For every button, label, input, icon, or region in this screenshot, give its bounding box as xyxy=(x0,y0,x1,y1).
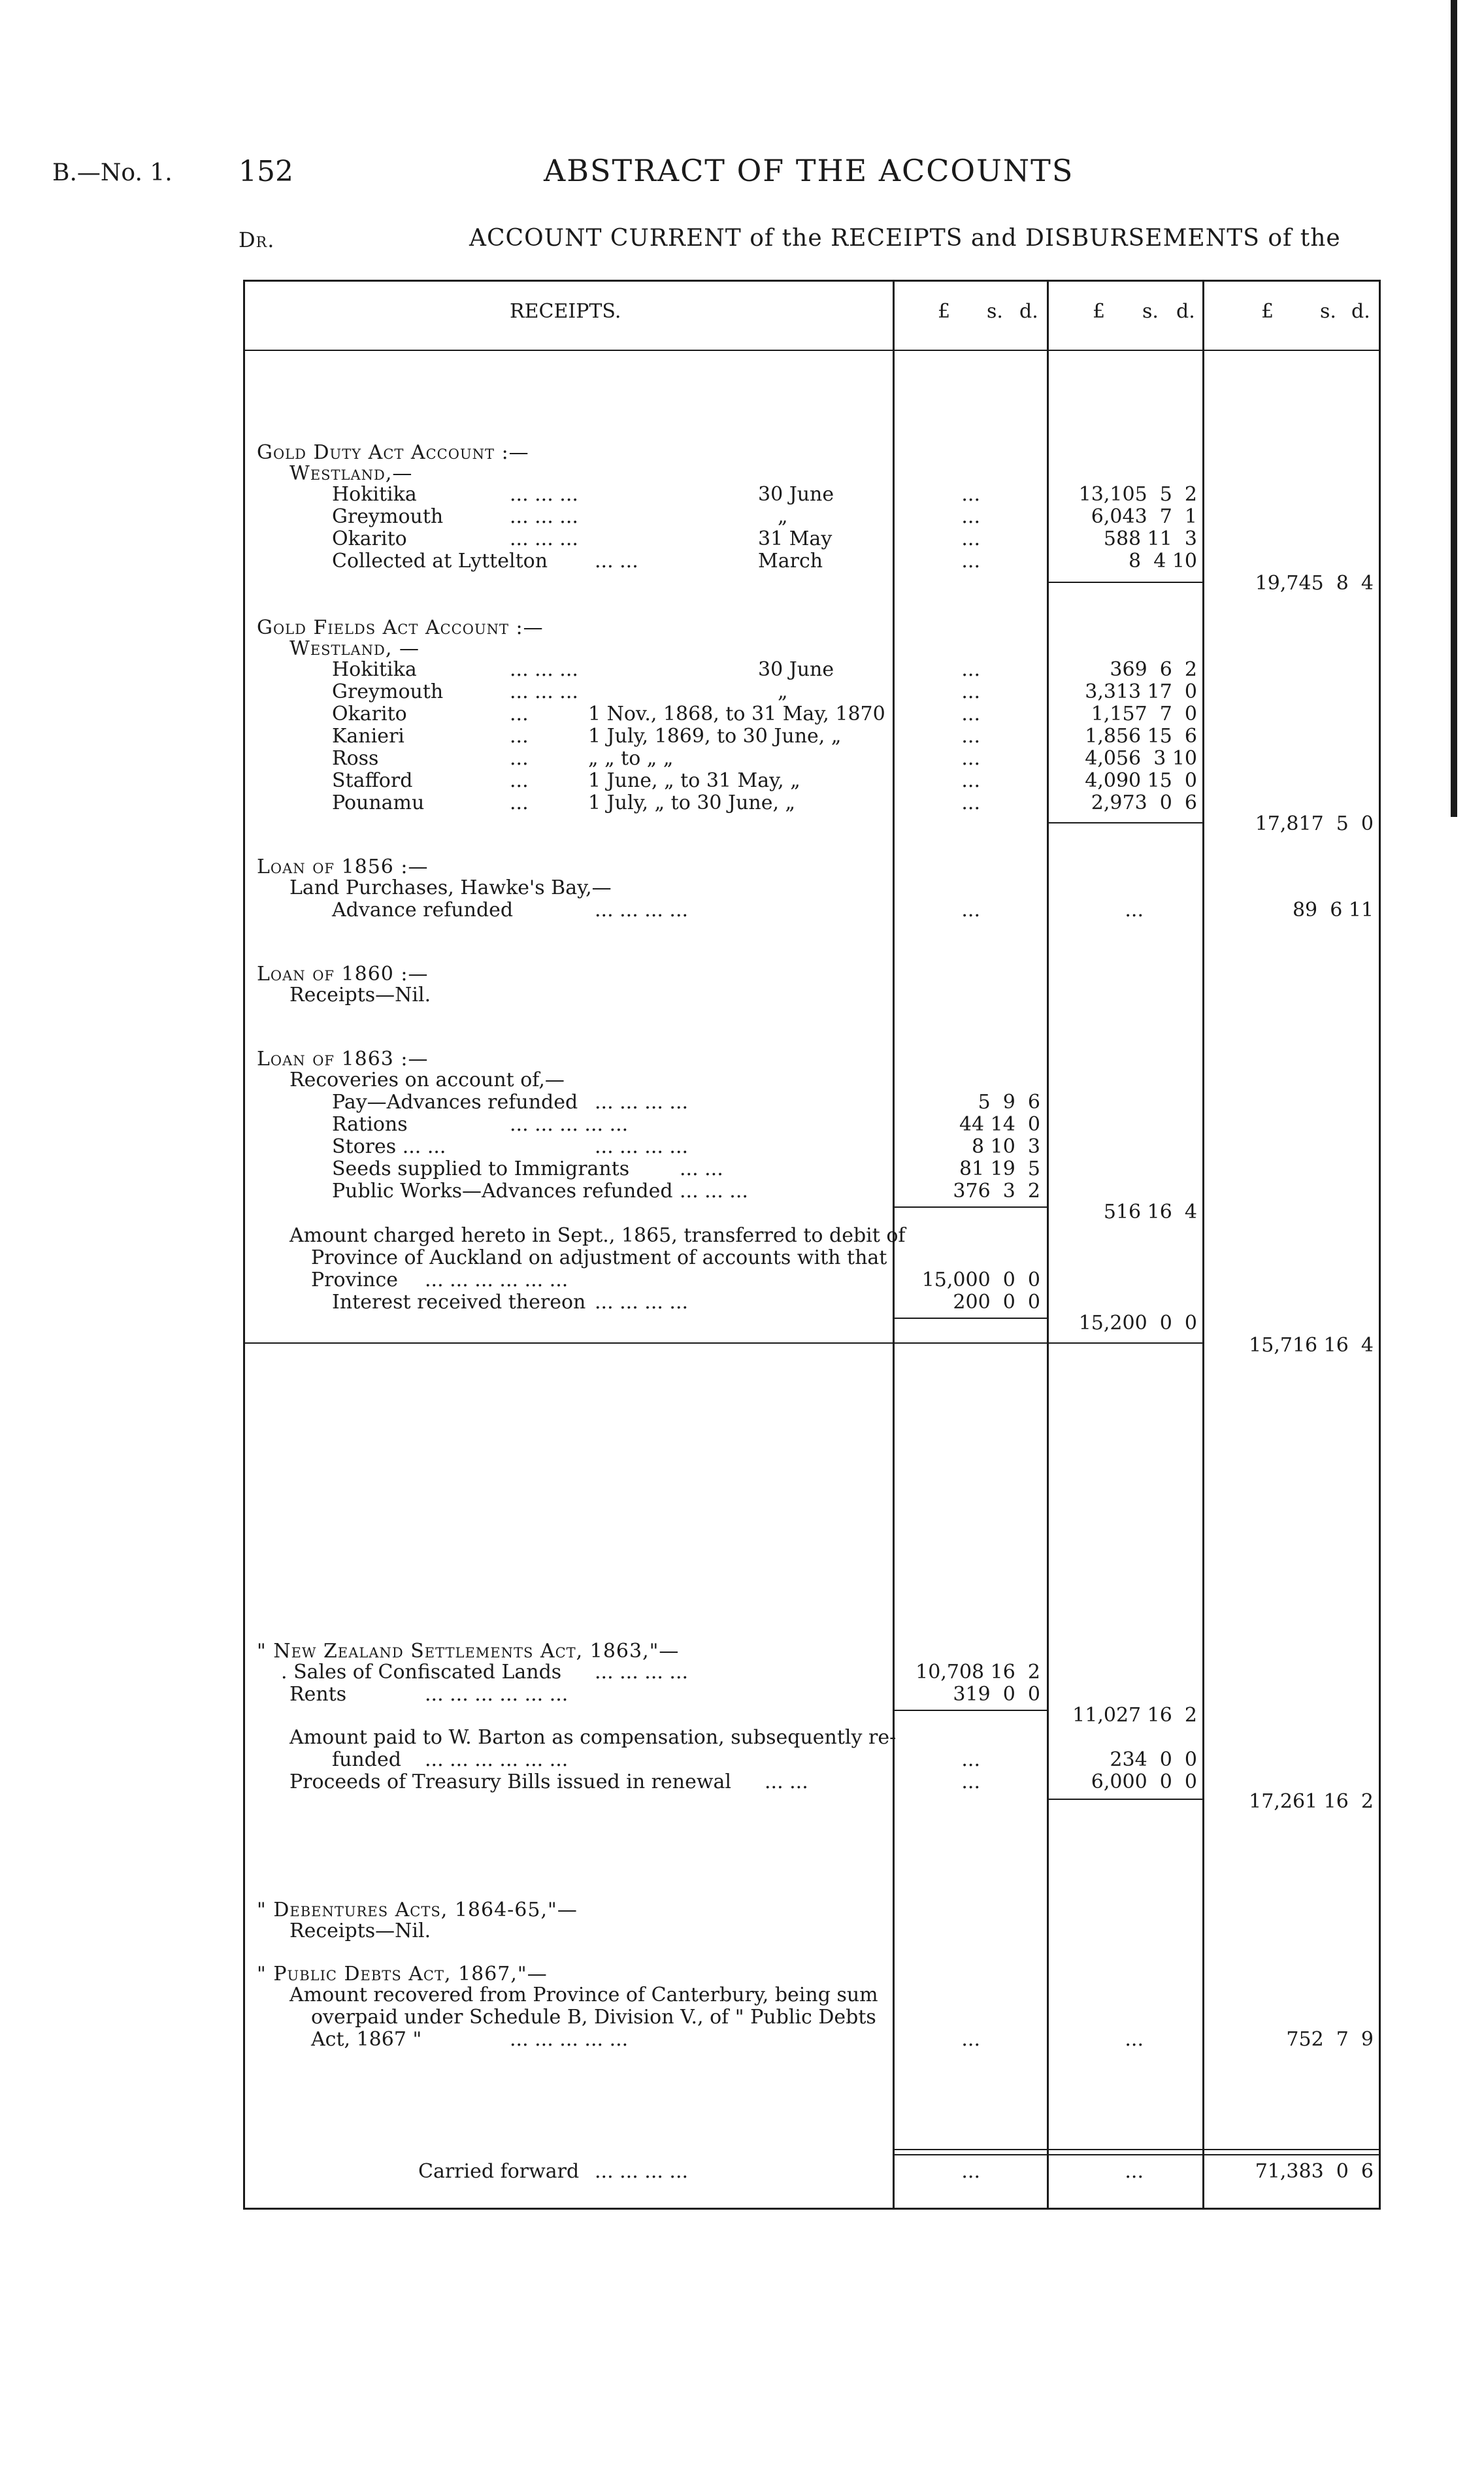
nz-settlements-rule-2 xyxy=(1048,1799,1202,1800)
carried-forward-label: Carried forward xyxy=(418,2160,580,2183)
loan-1863-rule-2 xyxy=(894,1318,1047,1319)
carried-forward-total: 71,383 0 6 xyxy=(1255,2160,1374,2183)
public-debts-line3: Act, 1867 " xyxy=(311,2028,422,2051)
receipts-column-header: RECEIPTS. xyxy=(510,300,621,323)
loan-1856-advance: Advance refunded xyxy=(332,899,514,922)
nz-treasury-c2: 6,000 0 0 xyxy=(1091,1770,1197,1793)
public-debts-line1: Amount recovered from Province of Canterbury, being sum xyxy=(289,1984,878,2006)
debit-marker: Dr. xyxy=(239,227,275,252)
nz-treasury-c1: ... xyxy=(961,1770,980,1793)
c2-pounds-header: £ xyxy=(1093,300,1106,323)
table-left-border xyxy=(243,280,245,2210)
gold-fields-heading: Gold Fields Act Account :— xyxy=(257,616,544,639)
loan-1856-c2: ... xyxy=(1125,899,1144,922)
nz-treasury-label: Proceeds of Treasury Bills issued in renewal xyxy=(289,1770,732,1793)
table-right-border xyxy=(1379,280,1381,2210)
c3-pence-header: d. xyxy=(1351,300,1370,323)
public-debts-line2: overpaid under Schedule B, Division V., of " Public Debts xyxy=(311,2006,876,2029)
public-debts-total: 752 7 9 xyxy=(1286,2028,1374,2051)
gold-duty-total: 19,745 8 4 xyxy=(1255,572,1374,595)
nz-barton-c2: 234 0 0 xyxy=(1110,1748,1197,1771)
page-title: ABSTRACT OF THE ACCOUNTS xyxy=(544,153,1074,188)
carried-forward-c1: ... xyxy=(961,2160,980,2183)
loan-1863-subtotal: 516 16 4 xyxy=(1103,1201,1197,1223)
c2-shillings-header: s. xyxy=(1142,300,1159,323)
nz-treasury-dots: ... ... xyxy=(765,1770,808,1793)
page-edge-bar xyxy=(1451,0,1457,817)
loan-1863-interest-dots: ... ... ... ... xyxy=(595,1291,689,1314)
c1-pence-header: d. xyxy=(1019,300,1038,323)
c2-pence-header: d. xyxy=(1176,300,1195,323)
loan-1863-interest-label: Interest received thereon xyxy=(332,1291,586,1314)
public-debts-heading: " Public Debts Act, 1867,"— xyxy=(257,1963,548,1985)
loan-1856-heading: Loan of 1856 :— xyxy=(257,856,429,878)
nz-settlements-rule-1 xyxy=(894,1710,1047,1711)
nz-settlements-total: 17,261 16 2 xyxy=(1249,1790,1374,1813)
loan-1863-total: 15,716 16 4 xyxy=(1249,1334,1374,1357)
loan-1863-amount-c2: 15,200 0 0 xyxy=(1078,1312,1197,1335)
nz-barton-line2: funded xyxy=(332,1748,401,1771)
debentures-heading: " Debentures Acts, 1864-65,"— xyxy=(257,1899,578,1921)
footer-rule-2 xyxy=(894,2154,1379,2155)
loan-1863-amount-c1: 15,000 0 0 xyxy=(921,1269,1040,1291)
public-debts-dots: ... ... ... ... ... xyxy=(510,2028,629,2051)
nz-barton-line1: Amount paid to W. Barton as compensation, subsequently re- xyxy=(289,1726,897,1749)
loan-1856-line: Land Purchases, Hawke's Bay,— xyxy=(289,876,612,899)
nz-settlements-subtotal: 11,027 16 2 xyxy=(1072,1704,1197,1727)
footer-rule-1 xyxy=(894,2149,1379,2150)
table-bottom-rule xyxy=(243,2208,1380,2210)
loan-1863-rule-1 xyxy=(894,1206,1047,1208)
nz-settlements-heading: " New Zealand Settlements Act, 1863,"— xyxy=(257,1640,680,1663)
gold-duty-westland: Westland,— xyxy=(289,462,413,485)
gold-duty-subtotal-rule xyxy=(1048,582,1202,583)
column-divider-2 xyxy=(1047,280,1049,2210)
c1-shillings-header: s. xyxy=(987,300,1003,323)
header-bottom-rule xyxy=(243,350,1380,351)
loan-1863-amount-dots: ... ... ... ... ... ... xyxy=(425,1269,569,1291)
gold-duty-heading: Gold Duty Act Account :— xyxy=(257,441,529,464)
gold-fields-subtotal-rule xyxy=(1048,822,1202,823)
public-debts-c1: ... xyxy=(961,2028,980,2051)
gold-fields-total: 17,817 5 0 xyxy=(1255,812,1374,835)
page-number: 152 xyxy=(239,155,293,188)
table-top-rule xyxy=(243,280,1380,282)
loan-1863-heading: Loan of 1863 :— xyxy=(257,1048,429,1071)
document-ref: B.—No. 1. xyxy=(52,159,173,186)
public-debts-c2: ... xyxy=(1125,2028,1144,2051)
loan-1863-recoveries: Recoveries on account of,— xyxy=(289,1069,565,1091)
c1-pounds-header: £ xyxy=(938,300,951,323)
carried-forward-c2: ... xyxy=(1125,2160,1144,2183)
loan-1856-c1: ... xyxy=(961,899,980,922)
account-subtitle: ACCOUNT CURRENT of the RECEIPTS and DISBURSEMENTS of the xyxy=(469,225,1341,252)
loan-1860-heading: Loan of 1860 :— xyxy=(257,963,429,986)
nz-barton-c1: ... xyxy=(961,1748,980,1771)
debentures-receipts: Receipts—Nil. xyxy=(289,1919,431,1942)
loan-1863-amount-line1: Amount charged hereto in Sept., 1865, transferred to debit of xyxy=(289,1224,906,1247)
loan-1863-interest-c1: 200 0 0 xyxy=(953,1291,1040,1314)
column-divider-3 xyxy=(1202,280,1204,2210)
loan-1863-amount-line3: Province xyxy=(311,1269,399,1291)
carried-forward-dots: ... ... ... ... xyxy=(595,2160,689,2183)
loan-1863-amount-line2: Province of Auckland on adjustment of accounts with that xyxy=(311,1246,887,1269)
c3-pounds-header: £ xyxy=(1261,300,1274,323)
loan-1856-total: 89 6 11 xyxy=(1292,899,1374,922)
loan-1860-receipts: Receipts—Nil. xyxy=(289,984,431,1006)
loan-1856-dots: ... ... ... ... xyxy=(595,899,689,922)
c3-shillings-header: s. xyxy=(1320,300,1336,323)
gold-fields-westland: Westland, — xyxy=(289,637,420,660)
loan-1863-rule-3 xyxy=(243,1342,1204,1344)
nz-barton-dots: ... ... ... ... ... ... xyxy=(425,1748,569,1771)
